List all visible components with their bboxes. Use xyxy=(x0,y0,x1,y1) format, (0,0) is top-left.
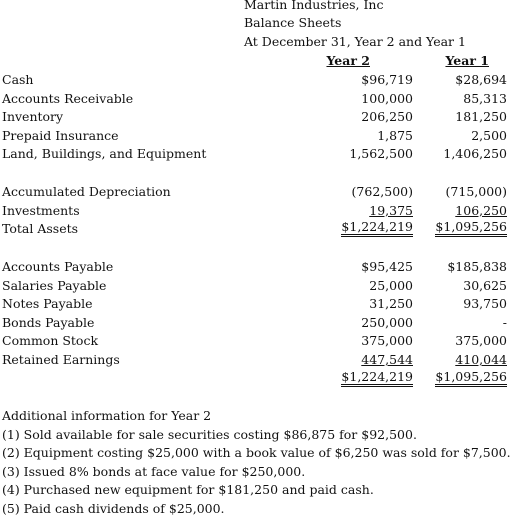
company-name: Martin Industries, Inc xyxy=(244,0,384,12)
statement-title: Balance Sheets xyxy=(244,15,342,30)
asset-row-accounts-receivable xyxy=(0,90,513,108)
year1-value: 85,313 xyxy=(463,90,507,106)
liability-row-notes-payable xyxy=(0,295,513,313)
asset-row-land-buildings-equipment xyxy=(0,145,513,163)
year2-value: $95,425 xyxy=(361,259,413,274)
year2-value: $96,719 xyxy=(361,72,413,87)
row-label: Accounts Payable xyxy=(2,259,114,274)
row-label: Retained Earnings xyxy=(2,352,120,367)
year1-value: 1,406,250 xyxy=(443,146,507,161)
year1-value: 181,250 xyxy=(455,109,507,124)
row-label: Accounts Receivable xyxy=(2,90,134,106)
year2-total: $1,224,219 xyxy=(341,220,413,237)
row-label: Investments xyxy=(2,202,80,218)
row-label: Cash xyxy=(2,72,34,87)
year1-total: $1,095,256 xyxy=(435,220,507,237)
statement-date: At December 31, Year 2 and Year 1 xyxy=(244,34,466,49)
liability-row-bonds-payable xyxy=(0,314,513,332)
year1-value: 106,250 xyxy=(455,202,507,218)
year2-value: 1,562,500 xyxy=(349,146,413,161)
year1-value: (715,000) xyxy=(445,184,507,199)
additional-info-item: (2) Equipment costing $25,000 with a book value of $6,250 was sold for $7,500. xyxy=(2,445,511,460)
equity-row-retained-earnings xyxy=(0,351,513,369)
year2-value: 206,250 xyxy=(361,109,413,124)
column-header-year1: Year 1 xyxy=(445,53,489,68)
year2-value: 19,375 xyxy=(369,202,413,218)
asset-row-accumulated-depreciation xyxy=(0,183,513,201)
additional-info-heading: Additional information for Year 2 xyxy=(2,408,212,423)
row-label: Bonds Payable xyxy=(2,314,95,330)
additional-info-item: (5) Paid cash dividends of $25,000. xyxy=(2,500,225,516)
year2-value: 25,000 xyxy=(369,277,413,293)
year1-value: 30,625 xyxy=(463,277,507,293)
row-label: Accumulated Depreciation xyxy=(2,184,171,199)
row-label: Common Stock xyxy=(2,333,99,348)
additional-information xyxy=(2,407,511,518)
row-label: Prepaid Insurance xyxy=(2,127,119,143)
additional-info-item: (4) Purchased new equipment for $181,250 and paid cash. xyxy=(2,482,374,497)
asset-row-inventory xyxy=(0,108,513,126)
liability-row-salaries-payable xyxy=(0,277,513,295)
year1-value: $185,838 xyxy=(447,259,507,274)
row-label: Land, Buildings, and Equipment xyxy=(2,146,207,161)
row-label: Salaries Payable xyxy=(2,277,107,293)
year2-total: $1,224,219 xyxy=(341,370,413,387)
year2-value: 31,250 xyxy=(369,296,413,311)
asset-row-total-assets xyxy=(0,220,513,238)
year2-value: 250,000 xyxy=(361,314,413,330)
row-label: Inventory xyxy=(2,109,64,124)
equity-row-common-stock xyxy=(0,332,513,350)
additional-info-item: (1) Sold available for sale securities costing $86,875 for $92,500. xyxy=(2,426,417,442)
asset-row-investments xyxy=(0,202,513,220)
year2-value: 100,000 xyxy=(361,90,413,106)
year1-value: 410,044 xyxy=(455,352,507,367)
asset-row-prepaid-insurance xyxy=(0,127,513,145)
row-label: Total Assets xyxy=(2,221,79,236)
year1-total: $1,095,256 xyxy=(435,370,507,387)
year1-value: 375,000 xyxy=(455,333,507,348)
year1-value: - xyxy=(502,314,507,330)
year2-value: (762,500) xyxy=(351,184,413,199)
year1-value: 2,500 xyxy=(471,127,507,143)
additional-info-item: (3) Issued 8% bonds at face value for $250,000. xyxy=(2,463,306,479)
year1-value: 93,750 xyxy=(463,296,507,311)
year1-value: $28,694 xyxy=(455,72,507,87)
row-label: Notes Payable xyxy=(2,296,93,311)
year2-value: 375,000 xyxy=(361,333,413,348)
asset-row-cash xyxy=(0,71,513,89)
liability-row-accounts-payable xyxy=(0,258,513,276)
year2-value: 1,875 xyxy=(377,127,413,143)
liabilities-equity-total-row xyxy=(0,370,513,388)
year2-value: 447,544 xyxy=(361,352,413,367)
column-header-year2: Year 2 xyxy=(326,53,370,68)
